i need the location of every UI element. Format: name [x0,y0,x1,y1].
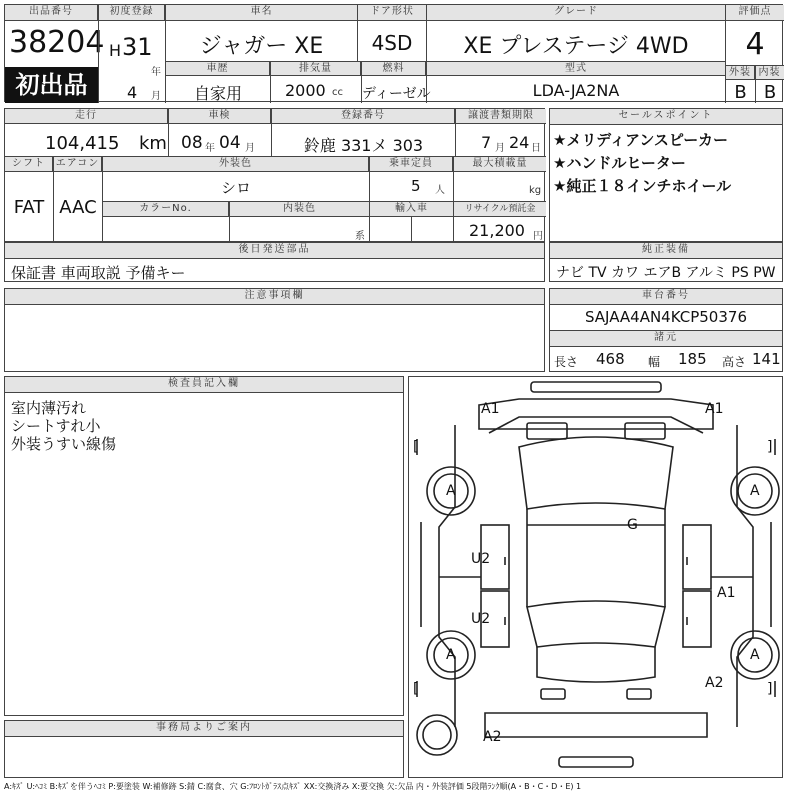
capacity: 5 [411,177,421,195]
exterior-color: シロ [220,179,251,197]
damage-diagram [408,376,783,778]
plate-label: 登録番号 [272,109,455,124]
interior-color-unit: 系 [355,231,365,242]
bracket-left-rear: [ [413,681,419,697]
transfer-deadline-label: 譲渡書類期限 [456,109,546,124]
inspection-month: 04 [219,133,241,153]
color-no-label: カラーNo. [103,202,229,217]
width: 185 [678,350,707,368]
exterior-grade: B [734,82,747,103]
score: 4 [745,27,765,62]
capacity-label: 乗車定員 [370,157,453,172]
vehicle-info-block [4,108,545,242]
car-name: ジャガー XE [199,34,324,59]
mark-a1-right-rear-door: A1 [717,585,736,601]
equipment-block [549,242,783,282]
history-label: 車歴 [166,62,270,75]
displacement-label: 排気量 [271,62,361,75]
bracket-left: [ [413,439,419,455]
model: LDA-JA2NA [532,81,620,100]
inspector-note-3: 外装うすい線傷 [11,435,117,453]
shift: FAT [13,197,45,218]
mark-a1-front-left: A1 [481,401,500,417]
exterior-grade-label: 外装 [726,66,755,80]
door-type: 4SD [371,31,413,55]
selling-points-label: セールスポイント [550,109,782,125]
first-listing-badge: 初出品 [5,67,98,103]
fuel-label: 燃料 [362,62,426,75]
history: 自家用 [193,84,242,103]
car-name-label: 車名 [166,5,357,21]
delivery-parts: 保証書 車両取説 予備キー [11,264,186,282]
mark-a2-rear-bumper: A2 [483,729,502,745]
selling-point-1: ★メリディアンスピーカー [553,131,728,149]
car-outline [409,377,782,777]
notes-block [4,288,545,372]
interior-grade: B [763,82,777,103]
notes-label: 注意事項欄 [5,289,544,305]
height-label: 高さ [722,355,747,369]
inspector-note-2: シートすれ小 [11,417,101,435]
ac: AAC [59,197,97,218]
mileage: 104,415 [45,133,120,154]
office-block [4,720,404,778]
mark-a1-front-right: A1 [705,401,724,417]
mark-a-rear-right-wheel: A [750,647,760,663]
recycle-deposit: 21,200 [469,221,525,240]
mileage-unit: km [139,133,167,154]
chassis-number: SAJAA4AN4KCP50376 [585,308,747,326]
chassis-block [549,288,783,372]
transfer-day-unit: 日 [531,143,541,154]
width-label: 幅 [648,355,661,369]
spec-label: 諸元 [550,331,782,347]
selling-points-block [549,108,783,242]
lot-number-label: 出品番号 [5,5,98,21]
bracket-right-rear: ] [767,681,773,697]
lot-number: 38204 [9,25,105,60]
grade: XE プレステージ 4WD [463,34,689,59]
office-label: 事務局よりご案内 [5,721,403,737]
inspection-month-unit: 月 [245,143,255,154]
capacity-unit: 人 [435,185,445,196]
selling-point-3: ★純正１８インチホイール [553,177,732,195]
month: 4 [127,83,138,102]
inspector-note-1: 室内薄汚れ [11,399,87,417]
recycle-deposit-unit: 円 [533,231,543,242]
inspector-block [4,376,404,716]
header-block [4,4,783,102]
first-registration-label: 初度登録 [99,5,165,21]
ac-label: エアコン [54,157,102,172]
plate: 鈴鹿 331メ 303 [303,136,424,155]
inspection-label: 車検 [169,109,271,124]
selling-point-2: ★ハンドルヒーター [553,154,686,172]
import-car-label: 輸入車 [370,202,453,217]
interior-grade-label: 内装 [755,66,784,80]
year: 31 [122,33,153,61]
shift-label: シフト [5,157,53,172]
mark-a2-rear-right: A2 [705,675,724,691]
length: 468 [596,350,625,368]
year-unit: 年 [151,67,161,78]
mark-a-front-right-wheel: A [750,483,760,499]
mileage-label: 走行 [5,109,168,124]
inspection-year: 08 [181,133,203,153]
month-unit: 月 [151,91,161,102]
height: 141 [752,350,781,368]
delivery-parts-block [4,242,545,282]
mark-u2-front-door: U2 [471,551,491,567]
mark-g-windshield: G [627,517,638,533]
interior-color-label: 内装色 [230,202,369,217]
score-label: 評価点 [726,5,784,21]
chassis-label: 車台番号 [550,289,782,305]
max-load-unit: kg [529,185,542,196]
model-label: 型式 [427,62,725,75]
door-type-label: ドア形状 [358,5,426,21]
inspection-year-unit: 年 [205,143,215,154]
mark-a-front-left-wheel: A [446,483,456,499]
displacement: 2000 [285,81,326,100]
mark-a-rear-left-wheel: A [446,647,456,663]
transfer-month-unit: 月 [495,143,505,154]
transfer-month: 7 [481,133,492,152]
equipment-list: ナビ TV カワ エアB アルミ PS PW [556,265,776,281]
inspector-label: 検査員記入欄 [5,377,403,393]
mark-u2-rear-door: U2 [471,611,491,627]
fuel: ディーゼル [362,86,431,102]
legend-footer: A:ｷｽﾞ U:ﾍｺﾐ B:ｷｽﾞを伴うﾍｺﾐ P:要塗装 W:補修跡 S:錆 C:腐食、穴 G:ﾌﾛﾝﾄｶﾞﾗｽ点ｷｽﾞ XX:交換済み X:要交換 欠:欠品 内・外装評価 5段階ﾗﾝｸ順(A・B・C・D・E) 1 [4,782,582,791]
delivery-parts-label: 後日発送部品 [5,243,544,259]
bracket-right: ] [767,439,773,455]
recycle-deposit-label: リサイクル預託金 [454,202,546,217]
equipment-label: 純正装備 [550,243,782,259]
length-label: 長さ [554,355,579,369]
displacement-unit: cc [332,87,343,98]
exterior-color-label: 外装色 [103,157,369,172]
transfer-day: 24 [509,133,530,152]
grade-label: グレード [427,5,725,21]
era: H [109,41,122,60]
max-load-label: 最大積載量 [454,157,546,172]
